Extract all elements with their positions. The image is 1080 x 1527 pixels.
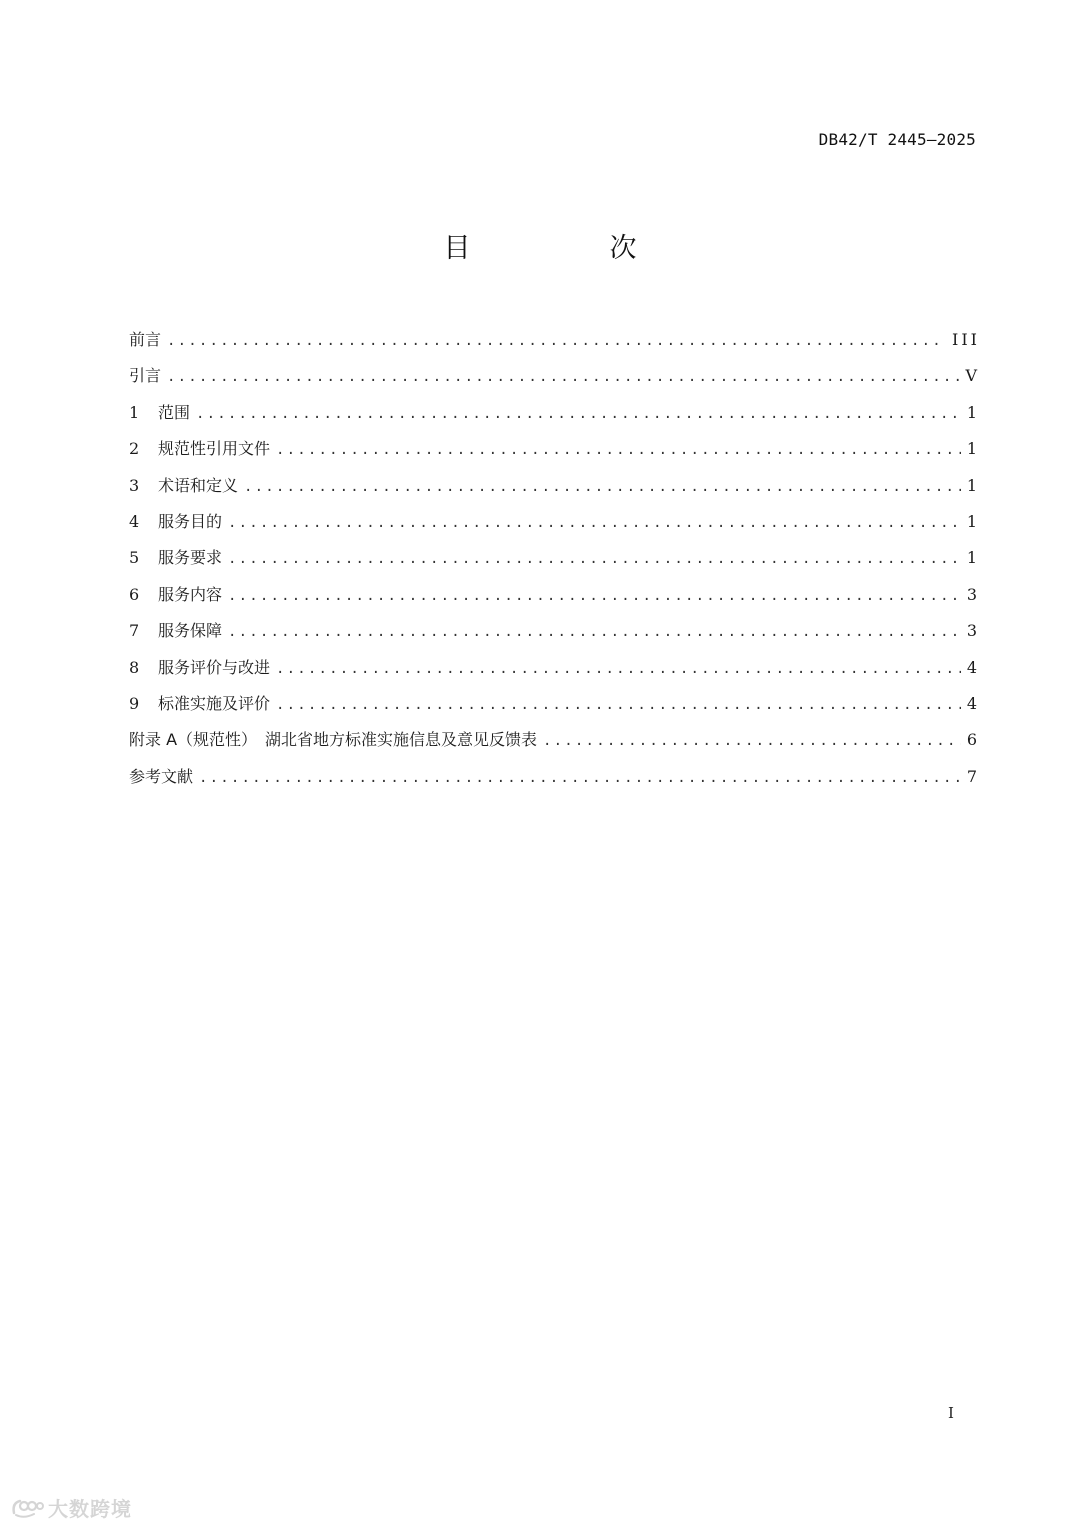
- toc-entry[interactable]: [129, 435, 980, 471]
- toc-entry[interactable]: [129, 544, 980, 580]
- page-title: 目 次: [443, 233, 693, 264]
- toc-entry-label: 服务评价与改进: [158, 657, 271, 677]
- toc-entry-page: 1: [966, 475, 980, 495]
- toc-entry[interactable]: [129, 399, 980, 435]
- toc-entry-page: 3: [966, 584, 980, 604]
- watermark: [10, 1493, 132, 1522]
- toc-entry-label: 前言: [129, 330, 162, 349]
- toc-dot-leader: [276, 655, 961, 683]
- toc-entry-page: 7: [966, 766, 980, 786]
- toc-entry-page: III: [952, 330, 980, 349]
- toc-dot-leader: [543, 727, 961, 755]
- toc-entry-number: 4: [129, 511, 140, 531]
- toc-entry-label: 标准实施及评价: [158, 693, 271, 713]
- toc-entry[interactable]: [129, 508, 980, 544]
- table-of-contents: [129, 326, 980, 799]
- toc-entry[interactable]: [129, 617, 980, 653]
- watermark-logo-icon: [10, 1497, 44, 1519]
- toc-entry-label: 参考文献: [129, 766, 194, 786]
- toc-entry-number: 1: [129, 402, 140, 422]
- toc-entry[interactable]: [129, 326, 980, 362]
- page-number: I: [948, 1404, 954, 1422]
- toc-entry[interactable]: [129, 763, 980, 799]
- toc-entry-page: 1: [966, 511, 980, 531]
- toc-entry-label: 术语和定义: [158, 475, 239, 495]
- toc-entry-page: 3: [966, 621, 980, 641]
- toc-entry-number: 2: [129, 439, 140, 459]
- toc-entry-label: 服务保障: [158, 621, 223, 641]
- toc-dot-leader: [276, 691, 961, 719]
- toc-entry-number: 3: [129, 475, 140, 495]
- toc-entry-label: 服务目的: [158, 511, 223, 531]
- toc-entry[interactable]: [129, 690, 980, 726]
- toc-entry-page: 1: [966, 548, 980, 568]
- toc-entry-page: V: [965, 366, 980, 386]
- watermark-text: 大数跨境: [48, 1497, 132, 1521]
- toc-dot-leader: [228, 582, 961, 610]
- toc-dot-leader: [167, 363, 959, 391]
- toc-entry-number: 7: [129, 621, 140, 641]
- toc-entry-label: 服务内容: [158, 584, 223, 604]
- toc-entry-label: 服务要求: [158, 548, 223, 568]
- toc-dot-leader: [228, 545, 961, 573]
- toc-entry-label: 附录 A（规范性） 湖北省地方标准实施信息及意见反馈表: [129, 730, 538, 750]
- standard-code: DB42/T 2445—2025: [818, 130, 976, 149]
- toc-entry[interactable]: [129, 362, 980, 398]
- toc-entry-page: 4: [966, 693, 980, 713]
- toc-entry-page: 4: [966, 657, 980, 677]
- toc-dot-leader: [228, 618, 961, 646]
- toc-dot-leader: [228, 509, 961, 537]
- toc-entry-number: 9: [129, 693, 140, 713]
- toc-entry-label: 规范性引用文件: [158, 439, 271, 459]
- toc-entry[interactable]: [129, 581, 980, 617]
- toc-entry[interactable]: [129, 654, 980, 690]
- toc-entry[interactable]: [129, 726, 980, 762]
- toc-dot-leader: [276, 436, 961, 464]
- toc-dot-leader: [199, 764, 961, 792]
- toc-dot-leader: [244, 473, 961, 501]
- toc-dot-leader: [167, 327, 946, 355]
- toc-entry-number: 8: [129, 657, 140, 677]
- toc-entry-label: 引言: [129, 366, 162, 386]
- toc-entry-page: 6: [966, 730, 980, 750]
- toc-entry-page: 1: [966, 402, 980, 422]
- toc-entry[interactable]: [129, 472, 980, 508]
- toc-entry-number: 5: [129, 548, 140, 568]
- toc-dot-leader: [196, 400, 961, 428]
- toc-entry-page: 1: [966, 439, 980, 459]
- toc-entry-number: 6: [129, 584, 140, 604]
- toc-entry-label: 范围: [158, 402, 191, 422]
